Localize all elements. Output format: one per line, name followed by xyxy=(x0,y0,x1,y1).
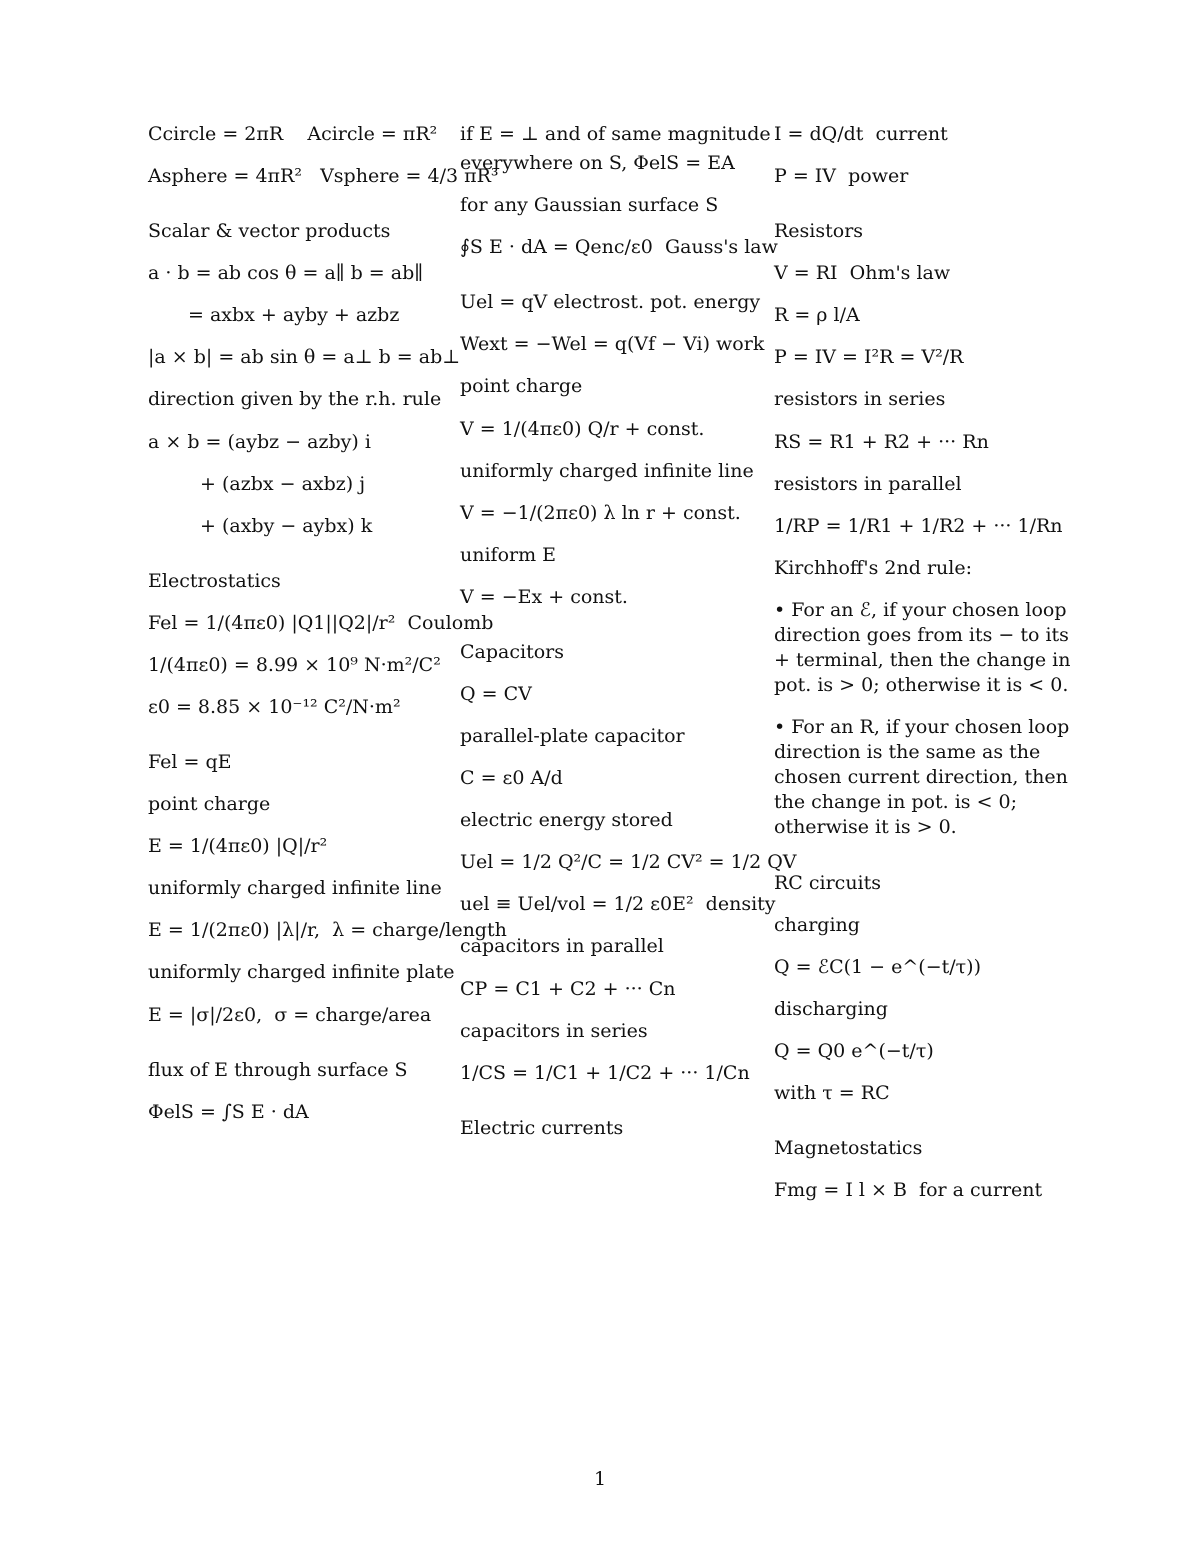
uniform-field-label: uniform E xyxy=(460,543,557,566)
point-charge-potential: V = 1/(4πε0) Q/r + const. xyxy=(460,417,705,440)
sphere-area: Asphere = 4πR² xyxy=(148,165,302,188)
cross-product-2: + (azbx − axbz) j xyxy=(200,472,366,495)
coulomb-constant: 1/(4πε0) = 8.99 × 10⁹ N·m²/C² xyxy=(148,653,441,676)
line-field-eq: E = 1/(2πε0) |λ|/r, xyxy=(148,919,321,942)
power-eq: P = IV xyxy=(774,165,837,188)
line-charge-label: uniformly charged infinite line xyxy=(148,877,442,900)
rh-rule-text: direction given by the r.h. rule xyxy=(148,388,442,411)
column-2 xyxy=(460,122,797,1158)
coulomb-equation: Fel = 1/(4πε0) |Q1||Q2|/r² xyxy=(148,611,396,634)
flux-condition-1: if E = ⊥ and of same magnitude xyxy=(460,123,771,145)
parallel-plate-label: parallel-plate capacitor xyxy=(460,725,685,748)
coulomb-law xyxy=(148,611,494,636)
force-on-charge: Fel = qE xyxy=(148,751,232,774)
kirchhoff-heading: Kirchhoff's 2nd rule: xyxy=(774,556,972,579)
power-label: power xyxy=(848,165,909,188)
resistivity-eq: R = ρ l/A xyxy=(774,304,860,327)
flux-equation: ΦelS = ∫S E · dA xyxy=(148,1100,309,1123)
cross-product-1: a × b = (aybz − azby) i xyxy=(148,430,371,453)
kirchhoff-rule-resistor: • For an R, if your chosen loop direction is the same as the chosen current direction, then the change in pot. is < 0; otherwise it is > 0. xyxy=(774,716,1070,839)
gauss-label: Gauss's law xyxy=(664,236,778,259)
lambda-definition: λ = charge/length xyxy=(332,919,507,942)
section-heading-magnetostatics: Magnetostatics xyxy=(774,1137,923,1160)
sphere-volume: Vsphere = 4/3 πR³ xyxy=(320,165,499,188)
current-label: current xyxy=(875,123,948,145)
cross-product-3: + (axby − aybx) k xyxy=(200,514,373,537)
charging-eq: Q = ℰC(1 − e^(−t/τ)) xyxy=(774,955,981,978)
coulomb-label: Coulomb xyxy=(407,611,494,634)
dot-product-1: a · b = ab cos θ = a∥ b = ab∥ xyxy=(148,262,424,285)
section-heading-electrostatics: Electrostatics xyxy=(148,569,281,592)
column-3 xyxy=(774,122,1074,1220)
current-definition xyxy=(774,122,1074,147)
flux-condition-2: everywhere on S, ΦelS = EA xyxy=(460,152,735,175)
capacitors-parallel-eq: CP = C1 + C2 + ··· Cn xyxy=(460,977,676,1000)
ohms-law xyxy=(774,261,1074,286)
energy-density xyxy=(460,892,776,917)
dot-product-2: = axbx + ayby + azbz xyxy=(188,304,400,327)
circle-formulas xyxy=(148,122,448,147)
plate-charge-field xyxy=(148,1003,448,1028)
section-heading-rc: RC circuits xyxy=(774,871,882,894)
magnetic-force-eq: Fmg = I l × B xyxy=(774,1179,907,1202)
section-heading-capacitors: Capacitors xyxy=(460,640,564,663)
resistors-series-eq: RS = R1 + R2 + ··· Rn xyxy=(774,430,989,453)
point-charge-label: point charge xyxy=(148,793,271,816)
power-resistor-eq: P = IV = I²R = V²/R xyxy=(774,346,964,369)
line-charge-label-2: uniformly charged infinite line xyxy=(460,459,754,482)
magnetic-force xyxy=(774,1178,1074,1203)
gaussian-surface-text: for any Gaussian surface S xyxy=(460,194,719,217)
ohms-law-label: Ohm's law xyxy=(849,262,951,285)
capacitors-series-eq: 1/CS = 1/C1 + 1/C2 + ··· 1/Cn xyxy=(460,1061,750,1084)
energy-stored-label: electric energy stored xyxy=(460,809,673,832)
kirchhoff-rule-emf: • For an ℰ, if your chosen loop direction goes from its − to its + terminal, then the change in pot. is > 0; otherwise it is < 0. xyxy=(774,598,1071,697)
sigma-definition: σ = charge/area xyxy=(274,1003,432,1026)
point-charge-field: E = 1/(4πε0) |Q|/r² xyxy=(148,835,328,858)
plate-charge-label: uniformly charged infinite plate xyxy=(148,961,455,984)
page-number: 1 xyxy=(593,1468,607,1490)
energy-density-label: density xyxy=(705,893,776,916)
point-charge-label-2: point charge xyxy=(460,375,583,398)
magnetic-force-label: for a current xyxy=(919,1179,1043,1202)
section-heading-resistors: Resistors xyxy=(774,220,864,243)
work-formula: Wext = −Wel = q(Vf − Vi) work xyxy=(460,333,765,356)
ohms-law-eq: V = RI xyxy=(774,262,838,285)
resistors-parallel-label: resistors in parallel xyxy=(774,472,962,495)
capacitors-series-label: capacitors in series xyxy=(460,1019,648,1042)
gauss-law xyxy=(460,235,778,260)
line-charge-potential: V = −1/(2πε0) λ ln r + const. xyxy=(460,501,741,524)
permittivity: ε0 = 8.85 × 10⁻¹² C²/N·m² xyxy=(148,696,401,719)
potential-energy: Uel = qV electrost. pot. energy xyxy=(460,291,761,314)
circle-area: Acircle = πR² xyxy=(307,123,438,145)
section-heading-products: Scalar & vector products xyxy=(148,220,391,243)
charging-label: charging xyxy=(774,913,860,936)
power-definition xyxy=(774,164,1074,189)
capacitance-definition: Q = CV xyxy=(460,683,532,706)
resistors-series-label: resistors in series xyxy=(774,388,946,411)
flux-text: flux of E through surface S xyxy=(148,1058,408,1081)
resistors-parallel-eq: 1/RP = 1/R1 + 1/R2 + ··· 1/Rn xyxy=(774,514,1063,537)
section-heading-currents: Electric currents xyxy=(460,1116,624,1139)
discharging-label: discharging xyxy=(774,997,888,1020)
cross-product-magnitude: |a × b| = ab sin θ = a⊥ b = ab⊥ xyxy=(148,346,461,369)
energy-density-eq: uel ≡ Uel/vol = 1/2 ε0E² xyxy=(460,893,694,916)
energy-stored-eq: Uel = 1/2 Q²/C = 1/2 CV² = 1/2 QV xyxy=(460,851,797,874)
uniform-field-potential: V = −Ex + const. xyxy=(460,585,628,608)
circle-circumference: Ccircle = 2πR xyxy=(148,123,284,145)
plate-field-eq: E = |σ|/2ε0, xyxy=(148,1003,263,1026)
parallel-plate-capacitance: C = ε0 A/d xyxy=(460,767,563,790)
gauss-equation: ∮S E · dA = Qenc/ε0 xyxy=(460,236,653,259)
sphere-formulas xyxy=(148,164,499,189)
current-eq: I = dQ/dt xyxy=(774,123,864,145)
line-charge-field xyxy=(148,918,507,943)
time-constant: with τ = RC xyxy=(774,1081,890,1104)
discharging-eq: Q = Q0 e^(−t/τ) xyxy=(774,1039,934,1062)
capacitors-parallel-label: capacitors in parallel xyxy=(460,935,664,958)
